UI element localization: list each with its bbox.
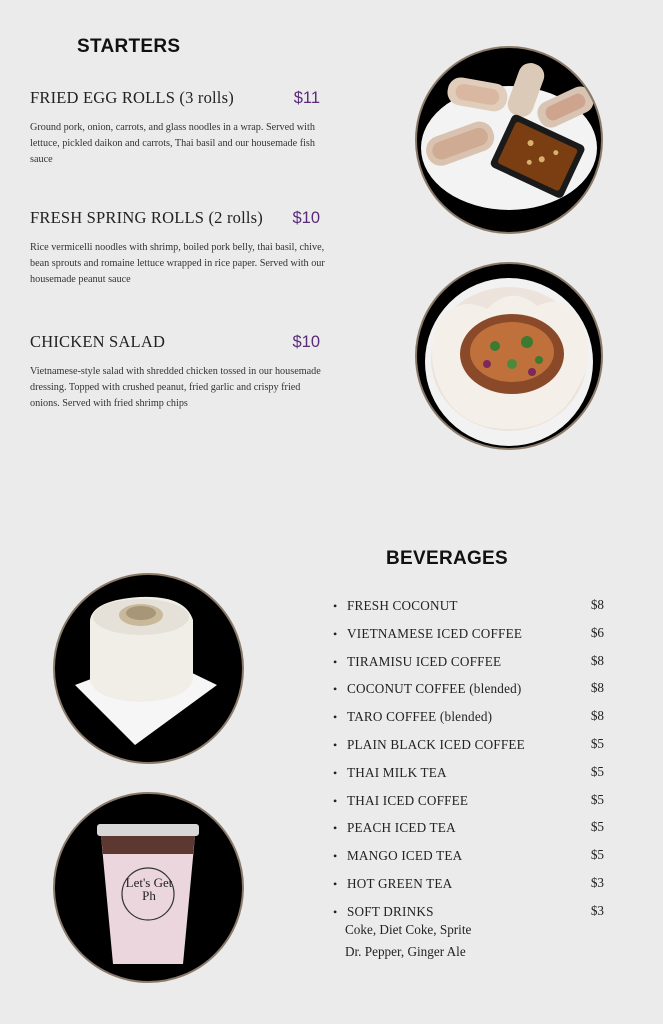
beverages-heading: BEVERAGES (386, 548, 509, 569)
list-item: • TARO COFFEE (blended) $8 (333, 708, 604, 725)
menu-item (30, 208, 330, 288)
beverage-name: HOT GREEN TEA (347, 875, 453, 891)
list-item: • FRESH COCONUT $8 (333, 597, 604, 613)
beverage-name: COCONUT COFFEE (blended) (347, 681, 522, 697)
list-item: • COCONUT COFFEE (blended) $8 (333, 680, 604, 697)
beverage-name: VIETNAMESE ICED COFFEE (347, 625, 523, 641)
fresh-coconut-photo (53, 573, 244, 764)
beverage-price: $8 (590, 597, 604, 612)
menu-item (30, 88, 330, 168)
beverage-price: $8 (590, 652, 604, 668)
list-item: • HOT GREEN TEA $3 (333, 874, 604, 891)
beverage-price: $5 (590, 735, 604, 751)
cup-logo-text: Let's Get Ph (125, 875, 173, 903)
item-price: $11 (293, 89, 320, 107)
list-item: • VIETNAMESE ICED COFFEE $6 (333, 624, 604, 641)
beverage-price: $3 (590, 874, 604, 890)
list-item: • MANGO ICED TEA $5 (333, 847, 604, 864)
soft-drink-options: Coke, Diet Coke, Sprite (345, 922, 472, 937)
drink-cup-photo (53, 792, 244, 983)
list-item: • TIRAMISU ICED COFFEE $8 (333, 652, 604, 669)
beverage-price: $5 (590, 791, 604, 807)
beverage-name: TIRAMISU ICED COFFEE (347, 653, 502, 669)
beverage-price: $5 (590, 819, 604, 835)
beverage-price: $5 (590, 763, 604, 779)
beverage-name: PEACH ICED TEA (347, 820, 456, 836)
beverage-price: $3 (590, 902, 604, 918)
beverage-name: SOFT DRINKS (347, 903, 434, 919)
beverage-name: THAI ICED COFFEE (347, 792, 469, 808)
item-description: Ground pork, onion, carrots, and glass noodles in a wrap. Served with lettuce, pickled daikon and carrots, Thai basil and our housemade fish sauce (30, 122, 315, 165)
starters-heading: STARTERS (77, 36, 181, 57)
chicken-salad-photo (415, 262, 603, 450)
beverage-price: $5 (590, 847, 604, 863)
beverage-list (333, 596, 608, 930)
beverage-price: $8 (590, 708, 604, 724)
list-item: • PLAIN BLACK ICED COFFEE $5 (333, 735, 604, 752)
list-item: • THAI ICED COFFEE $5 (333, 791, 604, 808)
menu-item (30, 332, 330, 412)
list-item: • PEACH ICED TEA $5 (333, 819, 604, 836)
beverage-name: MANGO ICED TEA (347, 848, 463, 864)
beverage-name: TARO COFFEE (blended) (347, 709, 493, 725)
list-item: • THAI MILK TEA $5 (333, 763, 604, 780)
item-name: FRESH SPRING ROLLS (2 rolls) (30, 208, 263, 227)
item-description: Rice vermicelli noodles with shrimp, boiled pork belly, thai basil, chive, bean sprouts and romaine lettuce wrapped in rice paper. Served with our housemade peanut sauce (30, 242, 325, 285)
beverage-price: $6 (590, 624, 604, 640)
soft-drink-options: Dr. Pepper, Ginger Ale (345, 944, 466, 959)
beverage-price: $8 (590, 680, 604, 696)
beverage-name: PLAIN BLACK ICED COFFEE (347, 736, 525, 752)
item-description: Vietnamese-style salad with shredded chicken tossed in our housemade dressing. Topped with crushed peanut, fried garlic and crispy fried onions. Served with fried shrimp chips (30, 366, 321, 409)
item-price: $10 (292, 209, 320, 227)
list-item: • SOFT DRINKS $3 (333, 902, 604, 919)
item-name: CHICKEN SALAD (30, 332, 166, 351)
item-price: $10 (292, 333, 320, 351)
egg-rolls-photo (415, 46, 603, 234)
beverage-name: THAI MILK TEA (347, 764, 447, 780)
item-name: FRIED EGG ROLLS (3 rolls) (30, 88, 234, 107)
beverage-name: FRESH COCONUT (347, 598, 458, 613)
